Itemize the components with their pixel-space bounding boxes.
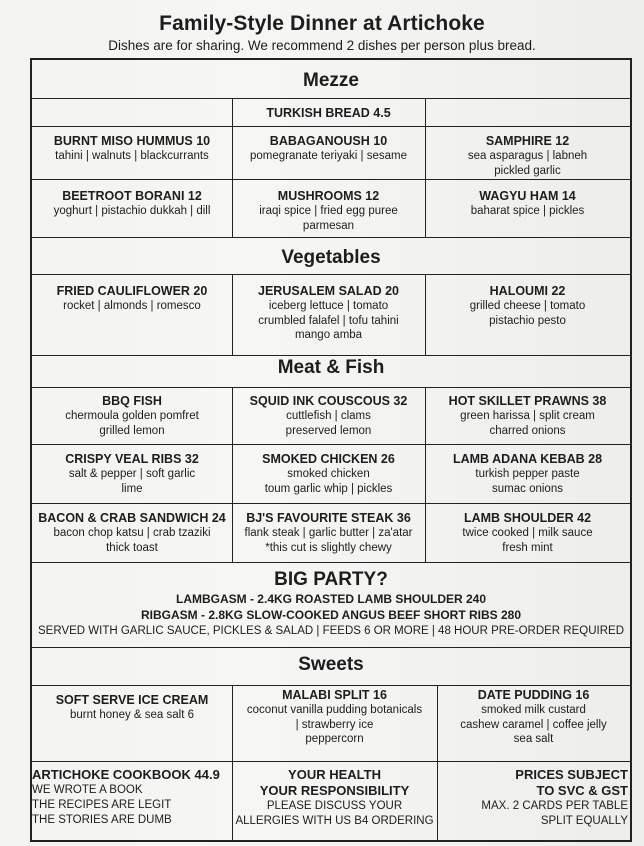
menu-title: Family-Style Dinner at Artichoke	[159, 12, 485, 35]
menu-item: SMOKED CHICKEN 26 smoked chicken toum garlic whip | pickles	[262, 452, 395, 495]
rule	[32, 444, 630, 445]
health-note: YOUR HEALTH YOUR RESPONSIBILITY PLEASE DISCUSS YOUR ALLERGIES WITH US B4 ORDERING	[235, 767, 434, 827]
rule	[32, 562, 630, 563]
section-title-sweets: Sweets	[298, 654, 364, 675]
big-party-title: BIG PARTY?	[274, 569, 388, 590]
big-party-block	[32, 569, 630, 639]
prices-note: PRICES SUBJECT TO SVC & GST MAX. 2 CARDS PER TABLE SPLIT EQUALLY	[481, 767, 628, 827]
menu-item: BJ'S FAVOURITE STEAK 36 flank steak | garlic butter | za'atar *this cut is slightly chewy	[244, 511, 413, 554]
rule	[32, 274, 630, 275]
menu-item: BABAGANOUSH 10 pomegranate teriyaki | sesame	[249, 134, 408, 162]
cookbook-note: ARTICHOKE COOKBOOK 44.9 WE WROTE A BOOK THE RECIPES ARE LEGIT THE STORIES ARE DUMB	[32, 767, 220, 826]
menu-item: JERUSALEM SALAD 20 iceberg lettuce | tomato crumbled falafel | tofu tahini mango amba	[258, 284, 399, 341]
menu-table	[30, 58, 632, 842]
big-party-line: RIBGASM - 2.8KG SLOW-COOKED ANGUS BEEF SHORT RIBS 280	[140, 608, 522, 622]
rule	[32, 98, 630, 99]
rule	[32, 179, 630, 180]
big-party-note: SERVED WITH GARLIC SAUCE, PICKLES & SALAD | FEEDS 6 OR MORE | 48 HOUR PRE-ORDER REQUIRED	[38, 625, 624, 637]
rule	[32, 355, 630, 356]
menu-item: SAMPHIRE 12 sea asparagus | labneh pickled garlic	[467, 134, 588, 177]
menu-item: HALOUMI 22 grilled cheese | tomato pistachio pesto	[469, 284, 586, 327]
rule	[32, 685, 630, 686]
big-party-line: LAMBGASM - 2.4KG ROASTED LAMB SHOULDER 240	[175, 592, 487, 606]
menu-item: BACON & CRAB SANDWICH 24 bacon chop katsu | crab tzaziki thick toast	[38, 511, 226, 554]
menu-item: SQUID INK COUSCOUS 32 cuttlefish | clams preserved lemon	[249, 394, 408, 437]
menu-item: MALABI SPLIT 16 coconut vanilla pudding botanicals | strawberry ice peppercorn	[246, 688, 423, 745]
turkish-bread: TURKISH BREAD 4.5	[266, 106, 391, 120]
menu-item: HOT SKILLET PRAWNS 38 green harissa | split cream charred onions	[448, 394, 607, 437]
rule	[32, 237, 630, 238]
rule	[32, 126, 630, 127]
menu-item: LAMB ADANA KEBAB 28 turkish pepper paste sumac onions	[452, 452, 603, 495]
menu-item: CRISPY VEAL RIBS 32 salt & pepper | soft garlic lime	[65, 452, 199, 495]
rule	[32, 761, 630, 762]
menu-item: LAMB SHOULDER 42 twice cooked | milk sauce fresh mint	[462, 511, 593, 554]
menu-item: BBQ FISH chermoula golden pomfret grilled lemon	[65, 394, 199, 437]
menu-item: DATE PUDDING 16 smoked milk custard cashew caramel | coffee jelly sea salt	[460, 688, 607, 745]
section-title-vegetables: Vegetables	[281, 247, 381, 268]
section-title-meat-fish: Meat & Fish	[277, 357, 385, 378]
rule	[32, 647, 630, 648]
menu-item: SOFT SERVE ICE CREAM burnt honey & sea salt 6	[55, 693, 209, 721]
rule	[32, 503, 630, 504]
menu-item: WAGYU HAM 14 baharat spice | pickles	[470, 189, 585, 217]
menu-item: MUSHROOMS 12 iraqi spice | fried egg puree parmesan	[259, 189, 398, 232]
section-title-mezze: Mezze	[303, 70, 359, 91]
menu-subtitle: Dishes are for sharing. We recommend 2 dishes per person plus bread.	[108, 38, 536, 53]
menu-item: BEETROOT BORANI 12 yoghurt | pistachio dukkah | dill	[53, 189, 211, 217]
rule	[32, 387, 630, 388]
menu-item: BURNT MISO HUMMUS 10 tahini | walnuts | blackcurrants	[53, 134, 211, 162]
menu-item: FRIED CAULIFLOWER 20 rocket | almonds | romesco	[56, 284, 208, 312]
